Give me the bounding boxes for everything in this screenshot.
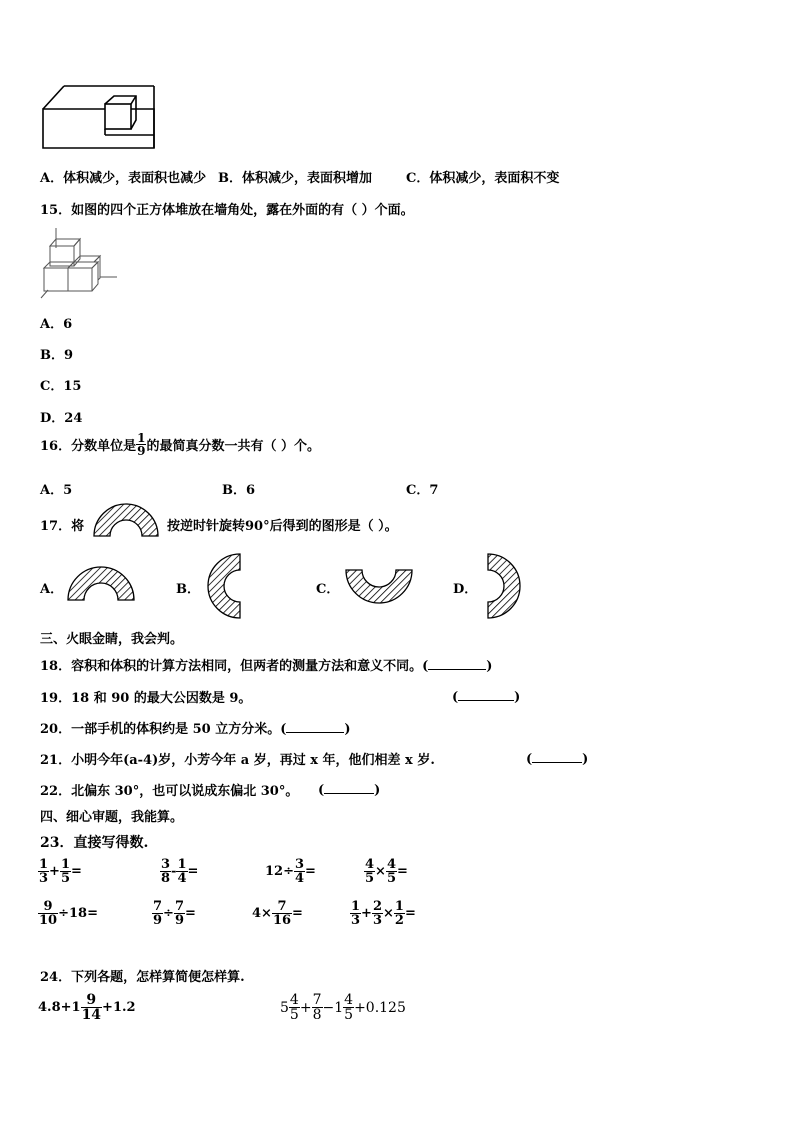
q16-option-c[interactable]: C．7: [406, 483, 439, 498]
q15-option-b[interactable]: B．9: [40, 348, 74, 363]
q16-suffix: 的最简真分数一共有（ ）个。: [146, 439, 320, 454]
q23-title: 23．直接写得数.: [40, 835, 149, 851]
q21-text: 21．小明今年(a-4)岁，小芳今年 a 岁，再过 x 年，他们相差 x 岁.: [40, 753, 435, 768]
q24-expr-2: 5 $\frac{4}{5}$ + $\frac{7}{8}$ −1 $\frac{4}{5}$ +0.125: [280, 992, 406, 1023]
q17-option-a-shape[interactable]: [66, 566, 136, 602]
q17-prefix: 17．将: [40, 519, 85, 534]
q23-expr-2: $\frac{3}{8}$ - $\frac{1}{4}$ =: [161, 857, 199, 886]
q23-expr-6: $\frac{7}{9}$ ÷ $\frac{7}{9}$ =: [153, 899, 196, 928]
section4-title: 四、细心审题，我能算。: [40, 810, 184, 825]
q17-option-b-shape[interactable]: [206, 552, 242, 620]
q18-answer-blank[interactable]: [428, 656, 486, 670]
q18: 18．容积和体积的计算方法相同，但两者的测量方法和意义不同。( ): [40, 655, 492, 674]
section3-title: 三、火眼金睛，我会判。: [40, 632, 184, 647]
q21-answer-blank[interactable]: [532, 749, 582, 763]
q22-answer: ( ): [318, 780, 380, 798]
cubes-in-corner-figure: [38, 228, 118, 300]
q17-label-b[interactable]: B．: [176, 582, 200, 597]
q17-option-c-shape[interactable]: [344, 568, 414, 604]
q14-option-c[interactable]: C．体积减少，表面积不变: [406, 171, 560, 186]
q19-answer-blank[interactable]: [458, 687, 514, 701]
q22-answer-blank[interactable]: [324, 780, 374, 794]
q23-expr-8: $\frac{1}{3}$ + $\frac{2}{3}$ × $\frac{1}{2}$ =: [351, 899, 416, 928]
q23-expr-4: $\frac{4}{5}$ × $\frac{4}{5}$ =: [365, 857, 408, 886]
q15-option-d[interactable]: D．24: [40, 411, 83, 426]
q16-option-b[interactable]: B．6: [222, 483, 256, 498]
q23-expr-5: $\frac{9}{10}$ ÷18=: [39, 899, 98, 928]
q17-label-a[interactable]: A．: [40, 582, 64, 597]
q24-expr-1: 4.8+1 $\frac{9}{14}$ +1.2: [38, 992, 136, 1023]
q16-fraction: $\frac{1}{9}$: [137, 431, 146, 458]
cuboid-cut-figure: [40, 82, 160, 150]
q14-option-b[interactable]: B．体积减少，表面积增加: [218, 171, 372, 186]
q23-expr-3: 12÷ $\frac{3}{4}$ =: [265, 857, 316, 886]
q19-text: 19．18 和 90 的最大公因数是 9。: [40, 691, 252, 706]
q15-stem: 15．如图的四个正方体堆放在墙角处，露在外面的有（ ）个面。: [40, 203, 414, 218]
q16-stem: [40, 432, 320, 457]
q21-answer: ( ): [526, 749, 588, 767]
q14-option-a[interactable]: A．体积减少，表面积也减少: [40, 171, 207, 186]
q16-option-a[interactable]: A．5: [40, 483, 73, 498]
q24-title: 24．下列各题，怎样算简便怎样算.: [40, 970, 245, 985]
q23-expr-1: $\frac{1}{3}$ + $\frac{1}{5}$ =: [39, 857, 82, 886]
q23-expr-7: 4× $\frac{7}{16}$ =: [252, 899, 303, 928]
q20: 20．一部手机的体积约是 50 立方分米。( ): [40, 718, 351, 737]
q17-label-c[interactable]: C．: [316, 582, 340, 597]
q19-answer: ( ): [452, 687, 520, 705]
q17-arch-shape: [92, 500, 160, 538]
q17-suffix: 按逆时针旋转90°后得到的图形是（ ）。: [167, 519, 398, 534]
q16-prefix: 16．分数单位是: [40, 439, 137, 454]
q22-text: 22．北偏东 30°，也可以说成东偏北 30°。: [40, 784, 299, 799]
q15-option-c[interactable]: C．15: [40, 379, 82, 394]
q17-label-d[interactable]: D．: [453, 582, 478, 597]
q15-option-a[interactable]: A．6: [40, 317, 73, 332]
q20-answer-blank[interactable]: [286, 719, 344, 733]
q17-option-d-shape[interactable]: [486, 552, 522, 620]
